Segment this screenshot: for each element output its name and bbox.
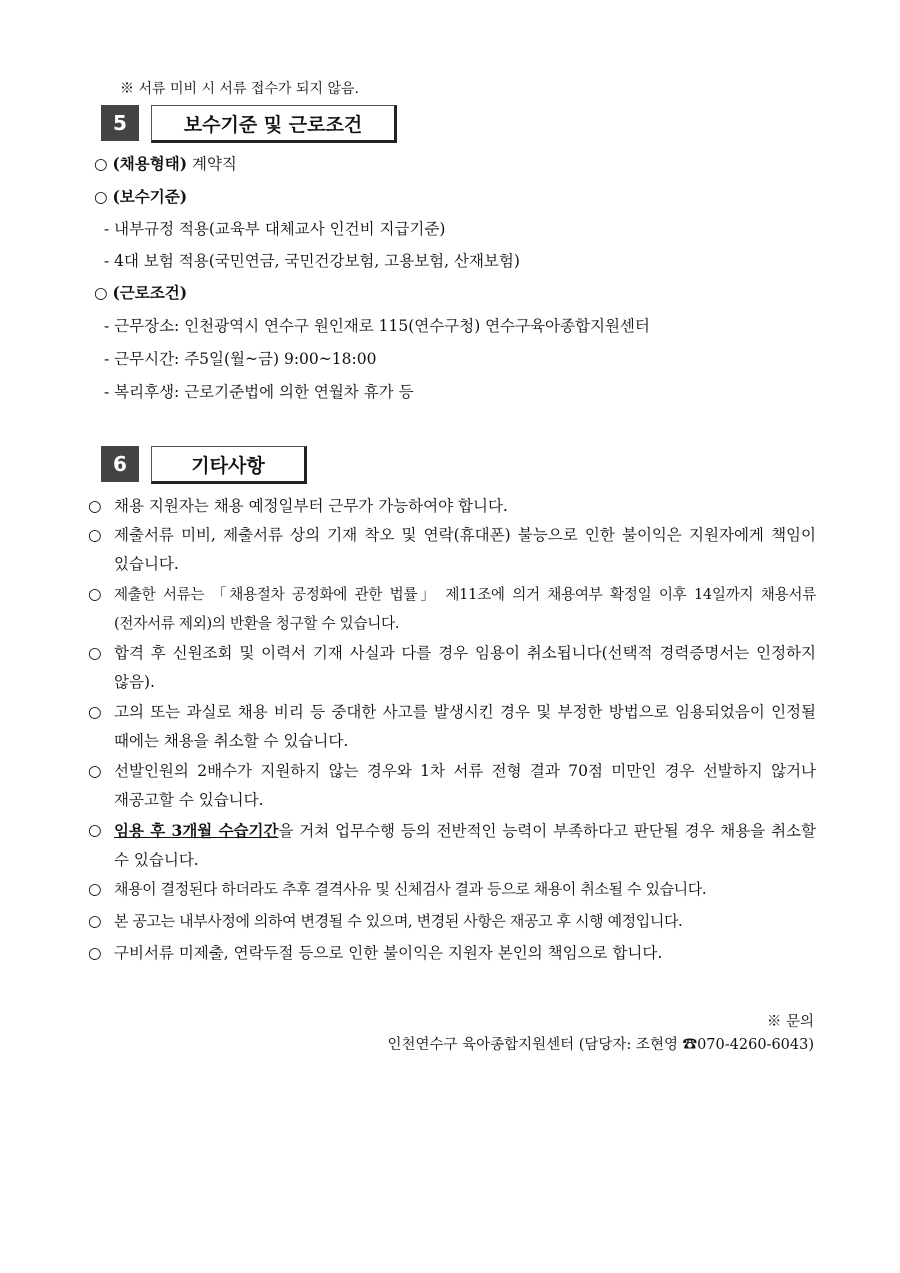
pay-item: - 내부규정 적용(교육부 대체교사 인건비 지급기준) xyxy=(104,220,446,238)
section-5-title: 보수기준 및 근로조건 xyxy=(151,105,397,143)
work-item: - 복리후생: 근로기준법에 의한 연월차 휴가 등 xyxy=(104,383,414,401)
document-required-note: ※ 서류 미비 시 서류 접수가 되지 않음. xyxy=(120,81,359,97)
notice-item xyxy=(88,639,816,697)
circle-bullet: ○ xyxy=(88,644,102,662)
notice-item xyxy=(88,698,816,756)
notice-item xyxy=(88,907,816,936)
employment-type-line xyxy=(94,152,237,174)
contact-line: 인천연수구 육아종합지원센터 (담당자: 조현영 ☎070-4260-6043) xyxy=(387,1037,814,1053)
section-6-number: 6 xyxy=(101,446,139,482)
circle-bullet: ○ xyxy=(88,944,102,962)
notice-text: 구비서류 미제출, 연락두절 등으로 인한 불이익은 지원자 본인의 책임으로 합니다. xyxy=(114,944,663,962)
notice-item xyxy=(88,939,816,968)
notice-item xyxy=(88,492,816,521)
probation-rest: 을 거쳐 업무수행 등의 전반적인 능력이 부족하다고 판단될 경우 채용을 취소할 수 있습니다. xyxy=(114,822,816,869)
circle-bullet: ○ xyxy=(88,762,102,780)
circle-bullet: ○ xyxy=(88,912,102,930)
notice-text: 본 공고는 내부사정에 의하여 변경될 수 있으며, 변경된 사항은 재공고 후 시행 예정입니다. xyxy=(114,912,683,930)
notice-text: 선발인원의 2배수가 지원하지 않는 경우와 1차 서류 전형 결과 70점 미만인 경우 선발하지 않거나 재공고할 수 있습니다. xyxy=(114,762,816,809)
work-item: - 근무시간: 주5일(월~금) 9:00~18:00 xyxy=(104,350,377,368)
section-6-title: 기타사항 xyxy=(151,446,307,484)
section-6-header xyxy=(101,446,311,484)
circle-bullet: ○ xyxy=(94,284,108,302)
circle-bullet: ○ xyxy=(88,821,102,839)
probation-text xyxy=(114,816,816,875)
circle-bullet: ○ xyxy=(94,188,108,206)
circle-bullet: ○ xyxy=(88,585,102,603)
employment-type-label: (채용형태) xyxy=(112,154,188,173)
circle-bullet: ○ xyxy=(88,526,102,544)
section-5-number: 5 xyxy=(101,105,139,141)
work-item: - 근무장소: 인천광역시 연수구 원인재로 115(연수구청) 연수구육아종합지원센터 xyxy=(104,317,650,335)
section-5-header xyxy=(101,105,401,143)
notice-text: 고의 또는 과실로 채용 비리 등 중대한 사고를 발생시킨 경우 및 부정한 방법으로 임용되었음이 인정될 때에는 채용을 취소할 수 있습니다. xyxy=(114,703,816,750)
notice-text: 채용이 결정된다 하더라도 추후 결격사유 및 신체검사 결과 등으로 채용이 취소될 수 있습니다. xyxy=(114,880,707,898)
work-condition-label: (근로조건) xyxy=(112,283,188,302)
probation-emphasis: 임용 후 3개월 수습기간 xyxy=(114,821,279,840)
pay-standard-line xyxy=(94,185,187,207)
notice-item xyxy=(88,521,816,579)
notice-text: 제출서류 미비, 제출서류 상의 기재 착오 및 연락(휴대폰) 불능으로 인한 불이익은 지원자에게 책임이 있습니다. xyxy=(114,526,816,573)
notice-item xyxy=(88,875,816,904)
circle-bullet: ○ xyxy=(94,155,108,173)
employment-type-value: 계약직 xyxy=(191,155,237,173)
circle-bullet: ○ xyxy=(88,497,102,515)
notice-text: 합격 후 신원조회 및 이력서 기재 사실과 다를 경우 임용이 취소됩니다(선택적 경력증명서는 인정하지 않음). xyxy=(114,644,816,691)
notice-text: 제출한 서류는 「채용절차 공정화에 관한 법률」 제11조에 의거 채용여부 확정일 이후 14일까지 채용서류(전자서류 제외)의 반환을 청구할 수 있습니다. xyxy=(114,586,816,632)
notice-item xyxy=(88,757,816,815)
work-condition-line xyxy=(94,281,187,303)
notice-item xyxy=(88,580,816,638)
circle-bullet: ○ xyxy=(88,703,102,721)
probation-item xyxy=(88,816,816,875)
pay-item: - 4대 보험 적용(국민연금, 국민건강보험, 고용보험, 산재보험) xyxy=(104,252,520,270)
contact-label: ※ 문의 xyxy=(766,1014,814,1030)
pay-standard-label: (보수기준) xyxy=(112,187,188,206)
notice-text: 채용 지원자는 채용 예정일부터 근무가 가능하여야 합니다. xyxy=(114,497,508,515)
circle-bullet: ○ xyxy=(88,880,102,898)
